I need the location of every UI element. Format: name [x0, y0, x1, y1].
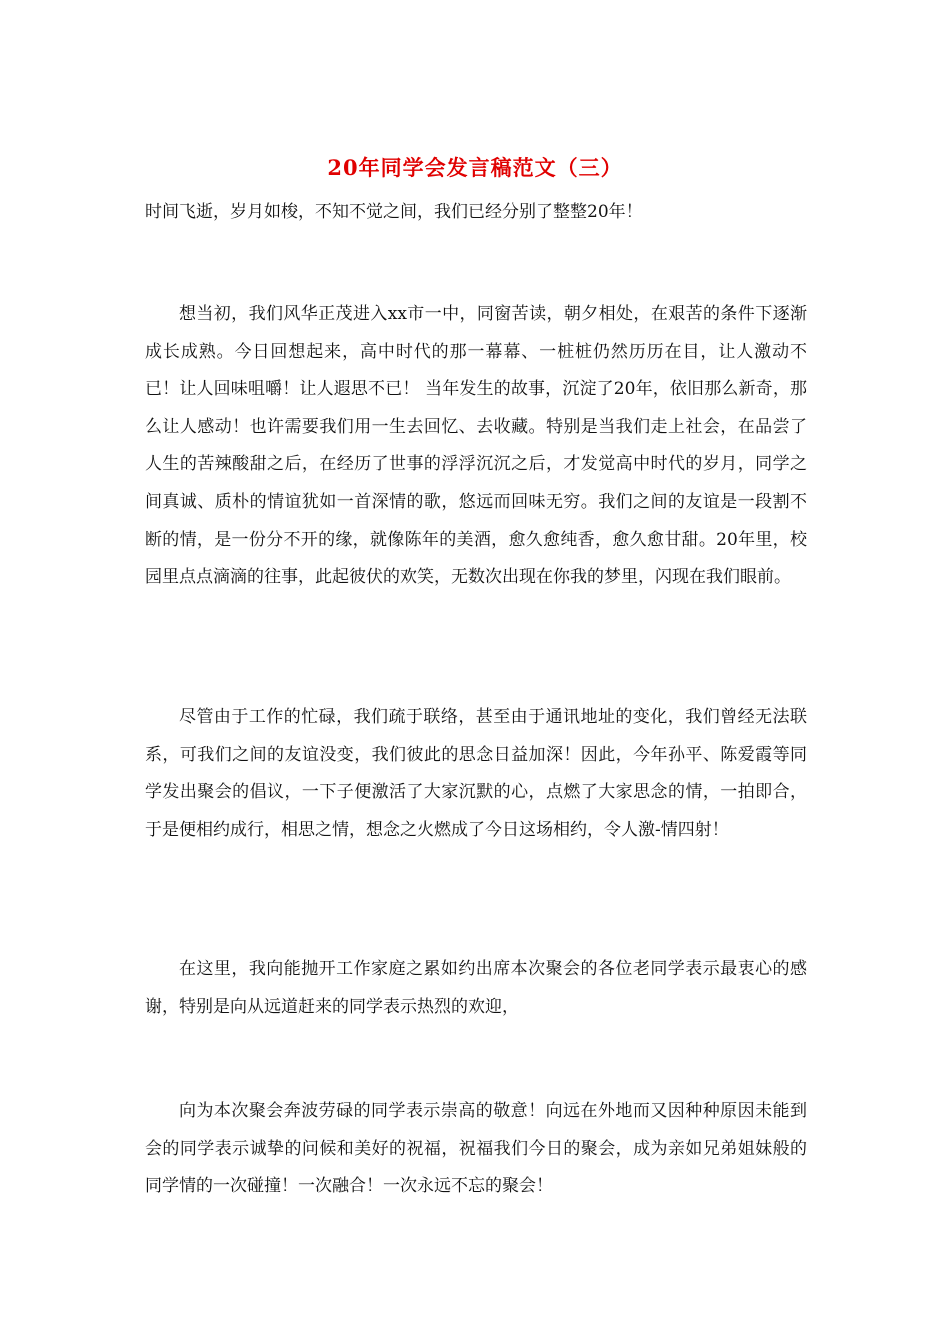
intro-line: 时间飞逝，岁月如梭，不知不觉之间，我们已经分别了整整20年！ — [145, 202, 643, 222]
paragraph-4: 向为本次聚会奔波劳碌的同学表示崇高的敬意！向远在外地而又因种种原因未能到会的同学表示诚挚的问候和美好的祝福，祝福我们今日的聚会，成为亲如兄弟姐妹般的同学情的一次碰撞！一次融合！一次永远不忘的聚会！ — [145, 1101, 807, 1197]
page-title: 20年同学会发言稿范文（三） — [327, 155, 623, 180]
paragraph-3: 在这里，我向能抛开工作家庭之累如约出席本次聚会的各位老同学表示最衷心的感谢，特别是向从远道赶来的同学表示热烈的欢迎， — [145, 959, 807, 1017]
paragraph-2: 尽管由于工作的忙碌，我们疏于联络，甚至由于通讯地址的变化，我们曾经无法联系，可我们之间的友谊没变，我们彼此的思念日益加深！因此，今年孙平、陈爱霞等同学发出聚会的倡议，一下子便激活了大家沉默的心，点燃了大家思念的情，一拍即合，于是便相约成行，相思之情，想念之火燃成了今日这场相约，令人激-情四射！ — [145, 707, 807, 840]
paragraph-1: 想当初，我们风华正茂进入xx市一中，同窗苦读，朝夕相处，在艰苦的条件下逐渐成长成熟。今日回想起来，高中时代的那一幕幕、一桩桩仍然历历在目，让人激动不已！让人回味咀嚼！让人遐思不已！ 当年发生的故事，沉淀了20年，依旧那么新奇，那么让人感动！也许需要我们用一生去回忆、去收藏。特别是当我们走上社会，在品尝了人生的苦辣酸甜之后，在经历了世事的浮浮沉沉之后，才发觉高中时代的岁月，同学之间真诚、质朴的情谊犹如一首深情的歌，悠远而回味无穷。我们之间的友谊是一段割不断的情，是一份分不开的缘，就像陈年的美酒，愈久愈纯香，愈久愈甘甜。20年里，校园里点点滴滴的往事，此起彼伏的欢笑，无数次出现在你我的梦里，闪现在我们眼前。 — [145, 304, 807, 588]
